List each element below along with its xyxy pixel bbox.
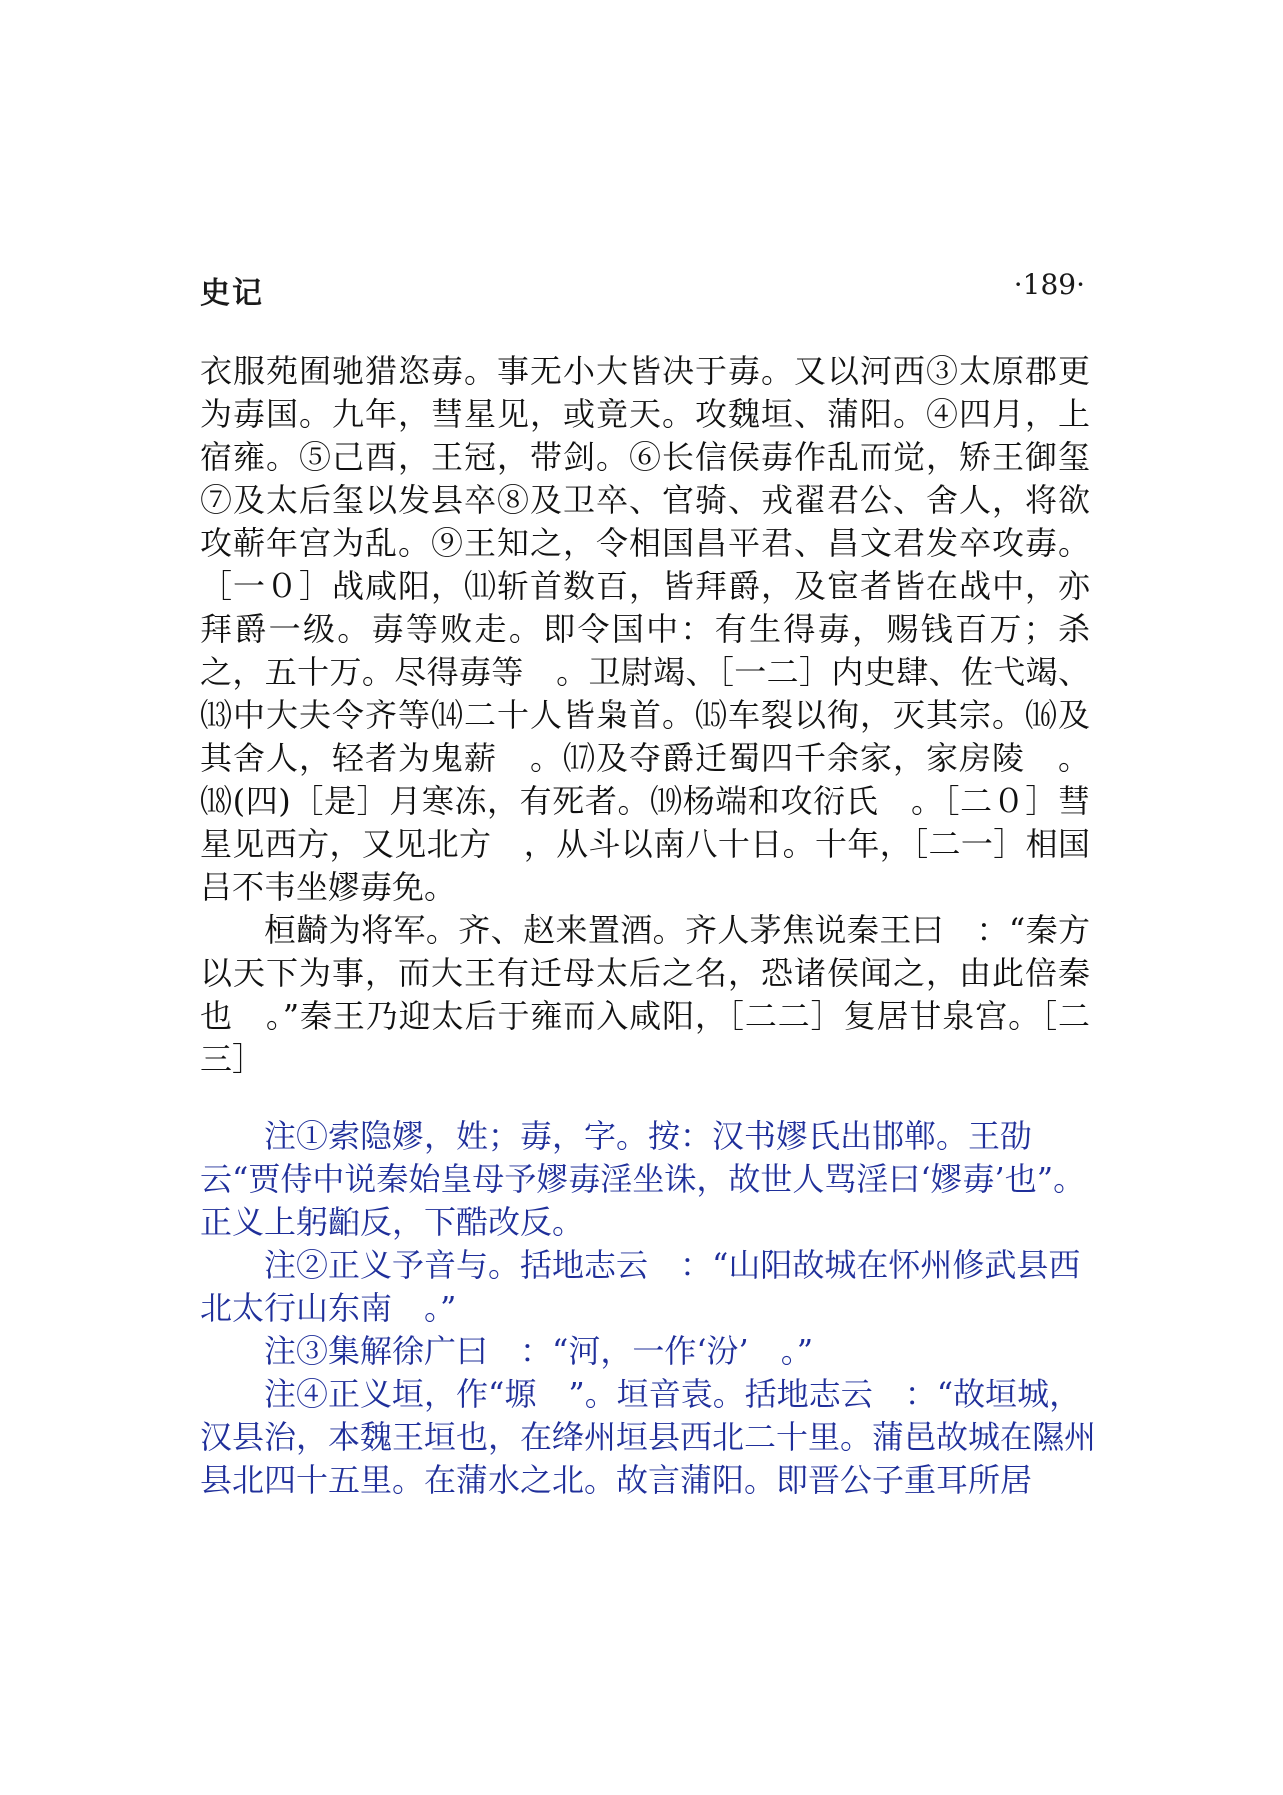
annotations bbox=[200, 1115, 1100, 1502]
annotation-note: 注④正义垣，作“塬 ”。垣音袁。括地志云 ：“故垣城，汉县治，本魏王垣也，在绛州垣县西北二十里。蒲邑故城在隰州县北四十五里。在蒲水之北。故言蒲阳。即晋公子重耳所居 bbox=[200, 1375, 1097, 1499]
annotation-note: 注①索隐嫪，姓；毐，字。按：汉书嫪氏出邯郸。王劭云“贾侍中说秦始皇母予嫪毐淫坐诛，故世人骂淫曰‘嫪毐’也”。正义上躬齨反，下酷改反。 bbox=[200, 1117, 1086, 1241]
page-header bbox=[200, 268, 1085, 311]
annotation-note: 注③集解徐广曰 ：“河，一作‘汾’ 。” bbox=[264, 1332, 814, 1370]
running-title: 史记 bbox=[200, 276, 264, 311]
body-paragraph: 衣服苑囿驰猎恣毐。事无小大皆决于毐。又以河西③太原郡更为毐国。九年，彗星见，或竟天。攻魏垣、蒲阳。④四月，上宿雍。⑤己酉，王冠，带剑。⑥长信侯毐作乱而觉，矫王御玺⑦及太后玺以发县卒⑧及卫卒、官骑、戎翟君公、舍人，将欲攻蕲年宫为乱。⑨王知之，令相国昌平君、昌文君发卒攻毐。［一０］战咸阳，⑾斩首数百，皆拜爵，及宦者皆在战中，亦拜爵一级。毐等败走。即令国中：有生得毐，赐钱百万；杀之，五十万。尽得毐等 。卫尉竭、［一二］内史肆、佐弋竭、⒀中大夫令齐等⒁二十人皆枭首。⒂车裂以徇，灭其宗。⒃及其舍人，轻者为鬼薪 。⒄及夺爵迁蜀四千余家，家房陵 。⒅(四)［是］月寒冻，有死者。⒆杨端和攻衍氏 。［二０］彗星见西方，又见北方 ，从斗以南八十日。十年，［二一］相国吕不韦坐嫪毐免。 bbox=[200, 352, 1090, 906]
main-text bbox=[200, 350, 1090, 1081]
annotation-note: 注②正义予音与。括地志云 ：“山阳故城在怀州修武县西北太行山东南 。” bbox=[200, 1246, 1081, 1327]
page-number: ·189· bbox=[1013, 268, 1085, 301]
body-paragraph: 桓齮为将军。齐、赵来置酒。齐人茅焦说秦王曰 ：“秦方以天下为事，而大王有迁母太后之名，恐诸侯闻之，由此倍秦也 。”秦王乃迎太后于雍而入咸阳，［二二］复居甘泉宫。［二三］ bbox=[200, 911, 1090, 1078]
